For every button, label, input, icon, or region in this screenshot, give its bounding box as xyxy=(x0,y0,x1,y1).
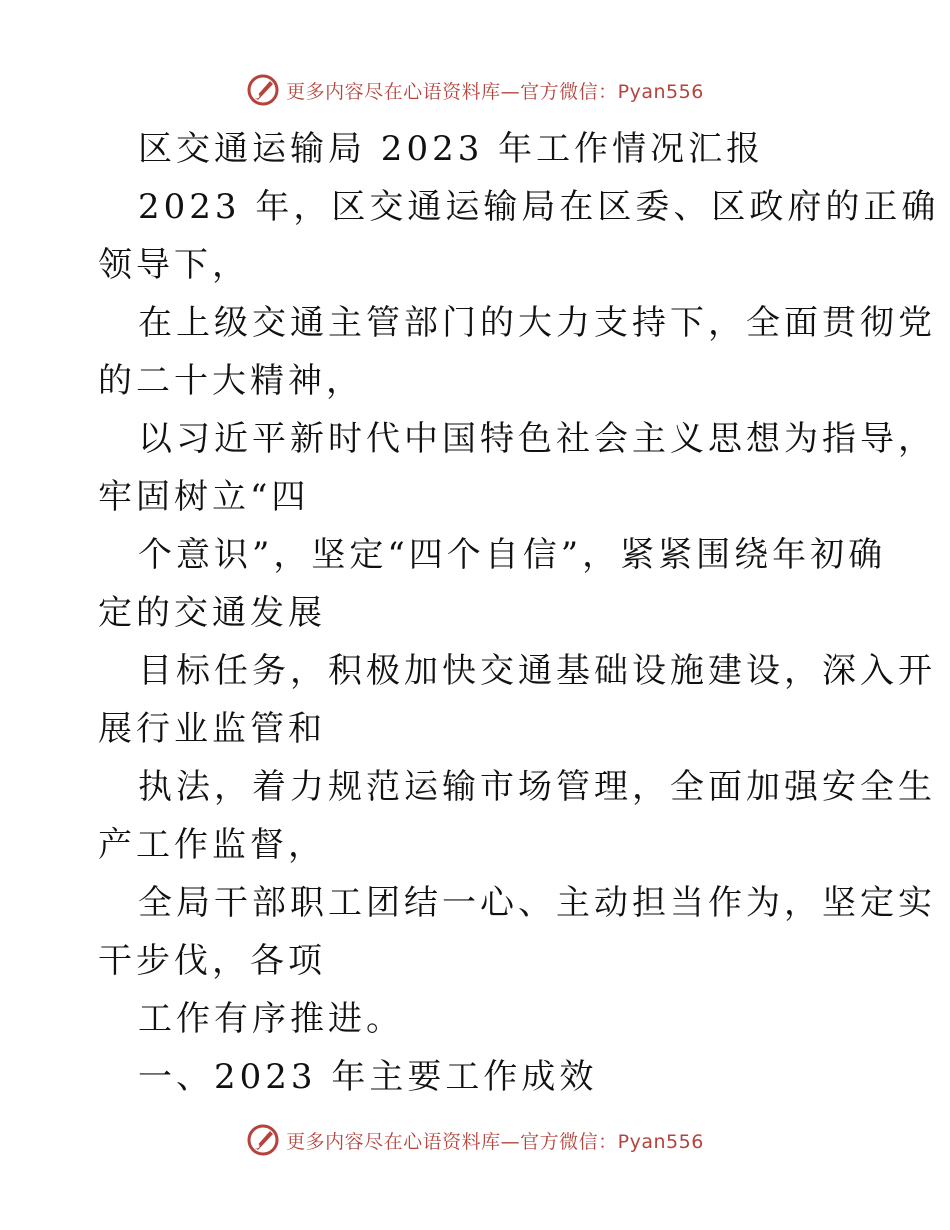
paragraph-line: 定的交通发展 xyxy=(98,593,326,633)
paragraph-line: 牢固树立“四 xyxy=(98,477,310,517)
footer-watermark xyxy=(0,1120,950,1160)
quill-pen-seal-icon xyxy=(246,73,280,107)
paragraph-line: 全局干部职工团结一心、主动担当作为，坚定实 xyxy=(138,883,936,923)
header-watermark xyxy=(0,70,950,110)
paragraph-line: 展行业监管和 xyxy=(98,709,326,749)
section-heading: 一、2023 年主要工作成效 xyxy=(138,1057,598,1097)
paragraph-line: 的二十大精神， xyxy=(98,361,364,401)
paragraph-line: 产工作监督， xyxy=(98,825,326,865)
paragraph-line: 领导下， xyxy=(98,245,250,285)
paragraph-line: 在上级交通主管部门的大力支持下，全面贯彻党 xyxy=(138,303,936,343)
paragraph-line: 个意识”，坚定“四个自信”，紧紧围绕年初确 xyxy=(138,535,887,575)
watermark-text: 更多内容尽在心语资料库—官方微信：Pyan556 xyxy=(286,1130,704,1153)
quill-pen-seal-icon xyxy=(246,1123,280,1157)
paragraph-line: 目标任务，积极加快交通基础设施建设，深入开 xyxy=(138,651,936,691)
document-body xyxy=(98,120,940,1106)
document-title: 区交通运输局 2023 年工作情况汇报 xyxy=(138,129,765,169)
watermark-text: 更多内容尽在心语资料库—官方微信：Pyan556 xyxy=(286,80,704,103)
paragraph-line: 以习近平新时代中国特色社会主义思想为指导， xyxy=(138,419,936,459)
paragraph-line: 工作有序推进。 xyxy=(138,999,404,1039)
paragraph-line: 干步伐，各项 xyxy=(98,941,326,981)
paragraph-line: 执法，着力规范运输市场管理，全面加强安全生 xyxy=(138,767,936,807)
paragraph-line: 2023 年，区交通运输局在区委、区政府的正确 xyxy=(138,187,940,227)
